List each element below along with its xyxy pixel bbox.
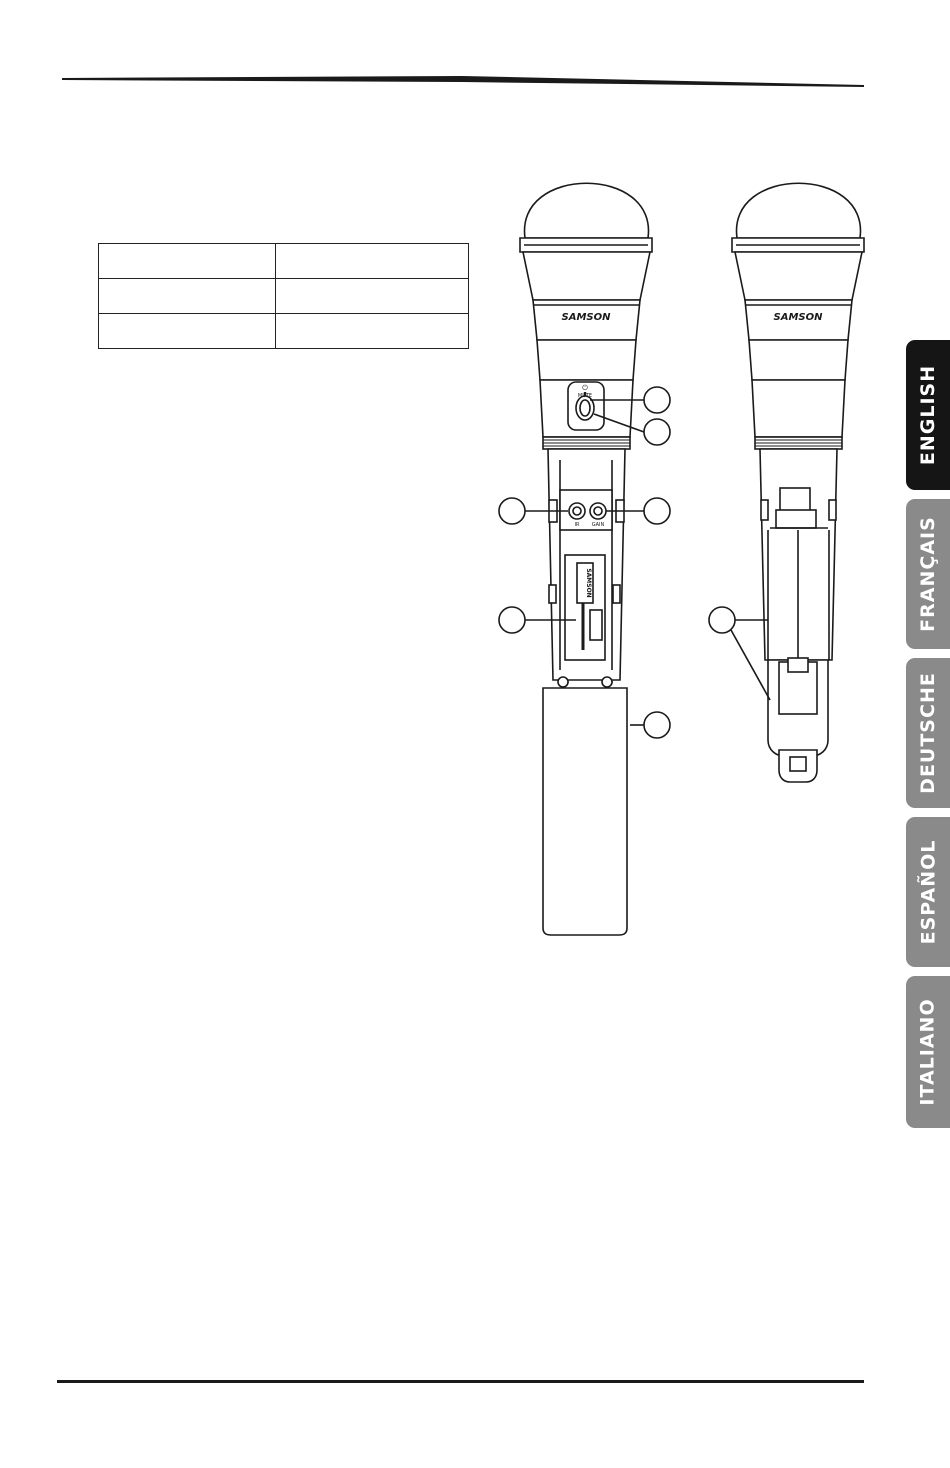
callout-circle <box>499 607 525 633</box>
brand-logo-left: SAMSON <box>561 312 611 323</box>
tab-english[interactable] <box>906 340 950 490</box>
table-row <box>99 244 469 279</box>
brand-logo-right: SAMSON <box>773 312 823 323</box>
tab-english-label: ENGLISH <box>917 364 939 466</box>
table-cell-label <box>99 244 276 279</box>
power-icon: ⏻ <box>582 384 588 392</box>
callout-circle <box>644 712 670 738</box>
tab-italiano-label: ITALIANO <box>917 998 940 1106</box>
callout-circle <box>644 498 670 524</box>
spec-table <box>98 243 469 349</box>
tab-deutsche[interactable] <box>906 658 950 808</box>
tab-deutsche-label: DEUTSCHE <box>917 672 939 794</box>
left-microphone <box>499 183 670 935</box>
callout-circle <box>644 419 670 445</box>
table-row <box>99 279 469 314</box>
callout-circle <box>644 387 670 413</box>
battery-brand-label: SAMSON <box>585 568 592 598</box>
ir-jack-label: IR <box>574 522 580 528</box>
gain-label: GAIN <box>591 522 605 528</box>
callout-circle <box>499 498 525 524</box>
table-cell-value <box>276 244 469 279</box>
tab-italiano[interactable] <box>906 976 950 1128</box>
table-cell-value <box>276 279 469 314</box>
tab-espanol-label: ESPAÑOL <box>917 839 939 945</box>
tab-espanol[interactable] <box>906 817 950 967</box>
table-cell-label <box>99 314 276 349</box>
right-microphone <box>709 183 864 782</box>
callout-circle <box>709 607 735 633</box>
mute-label: MUTE <box>577 393 593 399</box>
table-row <box>99 314 469 349</box>
microphone-diagram <box>490 165 890 945</box>
tab-francais[interactable] <box>906 499 950 649</box>
table-cell-value <box>276 314 469 349</box>
tab-francais-label: FRANÇAIS <box>917 516 939 632</box>
footer-rule <box>57 1380 864 1383</box>
table-cell-label <box>99 279 276 314</box>
header-rule <box>62 72 864 88</box>
